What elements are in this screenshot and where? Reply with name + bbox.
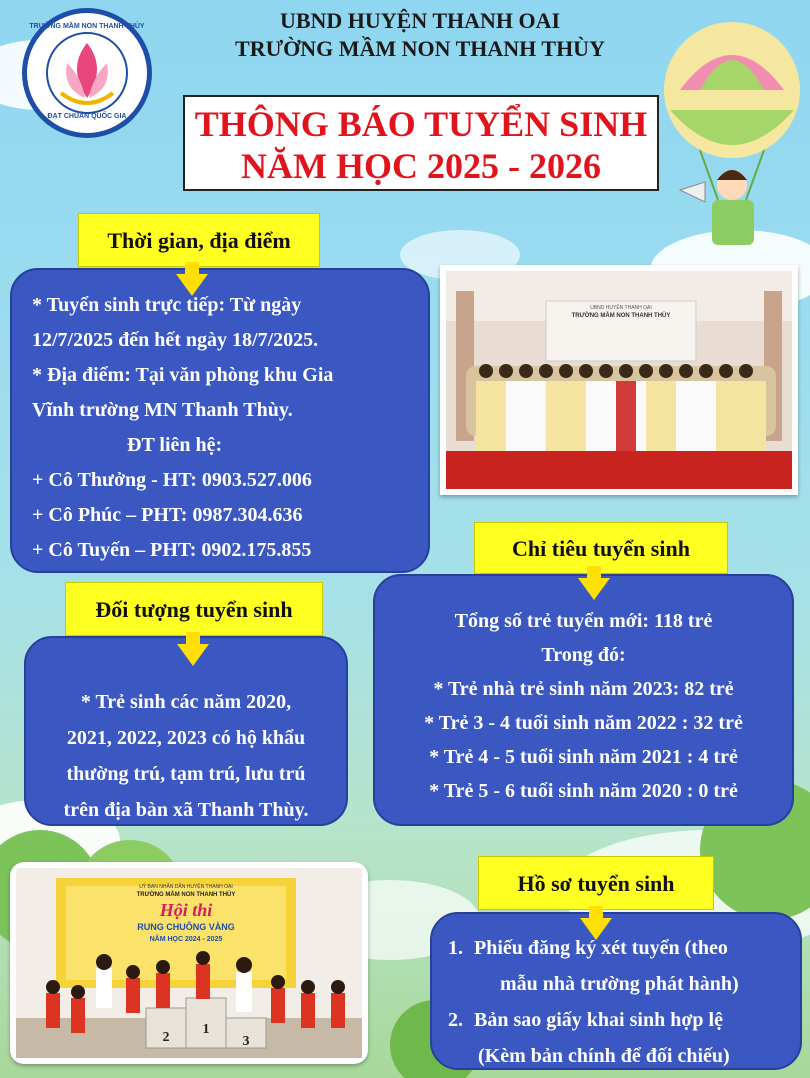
documents-label: Hồ sơ tuyển sinh	[478, 856, 714, 910]
photo-banner-line-2: TRƯỜNG MẦM NON THANH THÙY	[571, 313, 671, 319]
school-logo	[22, 8, 152, 138]
announcement-title	[183, 95, 659, 191]
school-name: TRƯỜNG MẦM NON THANH THÙY	[235, 36, 605, 61]
district-name: UBND HUYỆN THANH OAI	[279, 8, 561, 33]
document-item-1	[448, 930, 800, 966]
target-line: 2021, 2022, 2023 có hộ khẩu	[66, 727, 306, 749]
quota-line: Tổng số trẻ tuyển mới: 118 trẻ	[454, 610, 713, 632]
document-text: Phiếu đăng ký xét tuyển (theo	[474, 937, 728, 959]
banner-line-1: UỶ BAN NHÂN DÂN HUYỆN THANH OAI	[139, 884, 233, 890]
target-label: Đối tượng tuyển sinh	[65, 582, 323, 636]
time-place-line: Vĩnh trường MN Thanh Thùy.	[32, 399, 293, 421]
target-line: trên địa bàn xã Thanh Thùy.	[63, 799, 309, 821]
quota-label: Chỉ tiêu tuyển sinh	[474, 522, 728, 574]
quota-line: * Trẻ 3 - 4 tuổi sinh năm 2022 : 32 trẻ	[424, 712, 743, 734]
document-item-2	[448, 1002, 800, 1038]
contact-line: + Cô Tuyến – PHT: 0902.175.855	[32, 539, 312, 561]
documents-box	[430, 912, 802, 1070]
time-place-line: * Tuyển sinh trực tiếp: Từ ngày	[32, 294, 302, 316]
document-number: 1.	[448, 937, 463, 959]
title-line-1: THÔNG BÁO TUYỂN SINH	[194, 104, 648, 144]
contact-line: + Cô Thưởng - HT: 0903.527.006	[32, 469, 312, 491]
banner-year: NĂM HỌC 2024 - 2025	[149, 936, 223, 943]
target-line: * Trẻ sinh các năm 2020,	[80, 691, 292, 713]
quota-line: Trong đó:	[541, 644, 626, 666]
contact-line: + Cô Phúc – PHT: 0987.304.636	[32, 504, 303, 526]
logo-top-text: TRƯỜNG MẦM NON THANH THÙY	[29, 23, 145, 30]
document-item-1-cont: mẫu nhà trường phát hành)	[500, 973, 739, 995]
quota-line: * Trẻ nhà trẻ sinh năm 2023: 82 trẻ	[433, 678, 734, 700]
document-number: 2.	[448, 1009, 463, 1031]
competition-photo	[10, 862, 368, 1064]
contact-heading: ĐT liên hệ:	[127, 434, 223, 456]
time-place-label: Thời gian, địa điểm	[78, 213, 320, 267]
document-text: Bản sao giấy khai sinh hợp lệ	[474, 1009, 723, 1031]
quota-line: * Trẻ 5 - 6 tuổi sinh năm 2020 : 0 trẻ	[429, 780, 738, 802]
staff-group-photo	[440, 265, 798, 495]
banner-line-2: TRƯỜNG MẦM NON THANH THÙY	[136, 892, 236, 898]
title-line-2: NĂM HỌC 2025 - 2026	[241, 146, 601, 186]
banner-subtitle: RUNG CHUÔNG VÀNG	[137, 922, 235, 932]
logo-bottom-text: ĐẠT CHUẨN QUỐC GIA	[47, 113, 127, 120]
podium-number-2: 2	[162, 1030, 170, 1045]
quota-line: * Trẻ 4 - 5 tuổi sinh năm 2021 : 4 trẻ	[429, 746, 738, 768]
target-arrow-icon	[177, 644, 209, 666]
photo-banner-line-1: UBND HUYỆN THANH OAI	[590, 305, 652, 311]
time-place-box	[10, 268, 430, 573]
time-place-line: 12/7/2025 đến hết ngày 18/7/2025.	[32, 329, 319, 351]
quota-box	[373, 574, 794, 826]
time-place-arrow-icon	[176, 274, 208, 296]
podium-number-1: 1	[202, 1022, 210, 1037]
time-place-line: * Địa điểm: Tại văn phòng khu Gia	[32, 364, 334, 386]
banner-title: Hội thi	[159, 900, 213, 920]
documents-arrow-icon	[580, 918, 612, 940]
target-line: thường trú, tạm trú, lưu trú	[66, 763, 306, 785]
document-item-2-cont: (Kèm bản chính để đối chiếu)	[478, 1045, 730, 1067]
podium-number-3: 3	[242, 1034, 250, 1049]
quota-arrow-icon	[578, 578, 610, 600]
